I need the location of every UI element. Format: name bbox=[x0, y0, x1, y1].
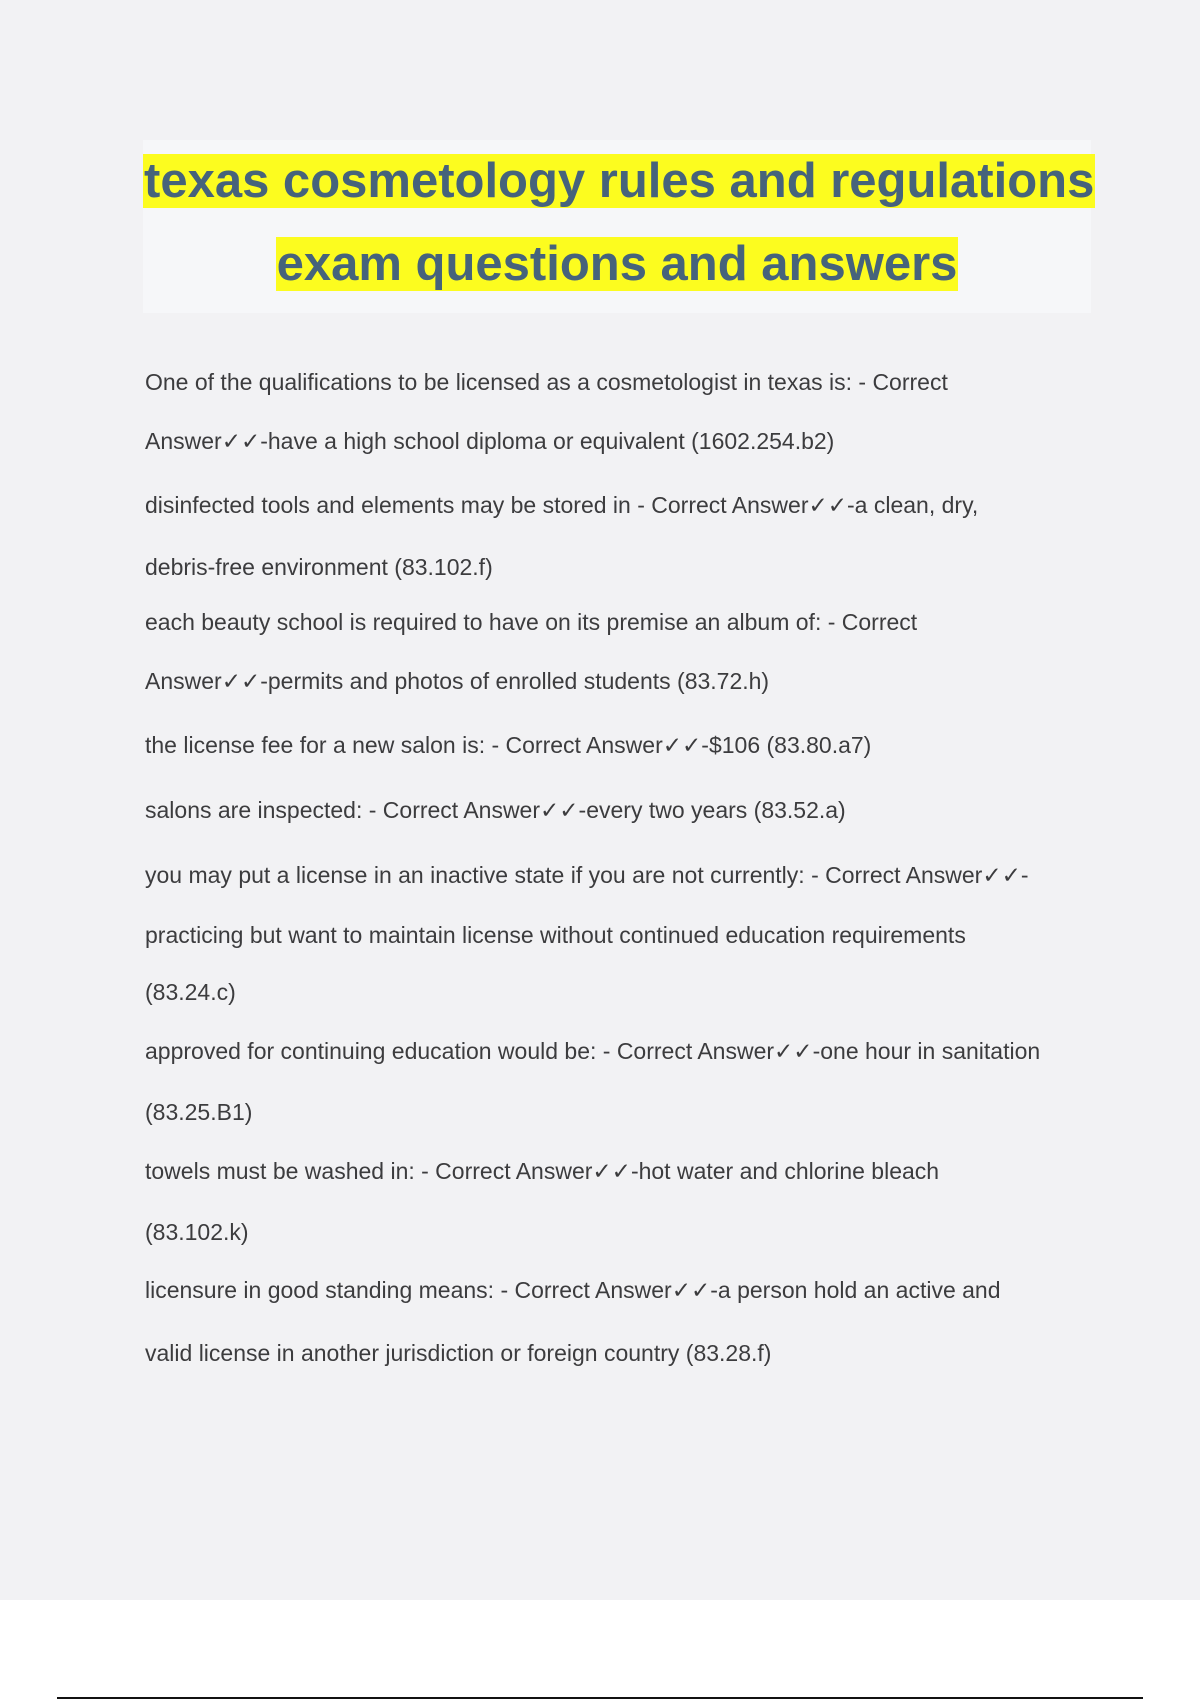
document-title bbox=[143, 140, 1095, 313]
qa-line: you may put a license in an inactive state if you are not currently: - Correct Answer✓✓- bbox=[145, 862, 1029, 888]
qa-line: practicing but want to maintain license without continued education requirements bbox=[145, 922, 966, 948]
qa-line: disinfected tools and elements may be stored in - Correct Answer✓✓-a clean, dry, bbox=[145, 492, 979, 518]
footer-divider bbox=[57, 1697, 1143, 1699]
qa-line: (83.25.B1) bbox=[145, 1099, 253, 1125]
qa-line: approved for continuing education would be: - Correct Answer✓✓-one hour in sanitation bbox=[145, 1038, 1041, 1064]
qa-line: licensure in good standing means: - Correct Answer✓✓-a person hold an active and bbox=[145, 1277, 1001, 1303]
qa-line: valid license in another jurisdiction or foreign country (83.28.f) bbox=[145, 1340, 772, 1366]
qa-line: (83.24.c) bbox=[145, 979, 236, 1005]
qa-line: debris-free environment (83.102.f) bbox=[145, 554, 493, 580]
qa-line: One of the qualifications to be licensed as a cosmetologist in texas is: - Correct bbox=[145, 369, 948, 395]
title-line-2: exam questions and answers bbox=[276, 237, 958, 291]
qa-line: the license fee for a new salon is: - Correct Answer✓✓-$106 (83.80.a7) bbox=[145, 732, 872, 758]
qa-line: Answer✓✓-have a high school diploma or equivalent (1602.254.b2) bbox=[145, 428, 835, 454]
qa-line: salons are inspected: - Correct Answer✓✓-every two years (83.52.a) bbox=[145, 797, 846, 823]
qa-line: Answer✓✓-permits and photos of enrolled students (83.72.h) bbox=[145, 668, 770, 694]
qa-line: towels must be washed in: - Correct Answer✓✓-hot water and chlorine bleach bbox=[145, 1158, 940, 1184]
qa-line: each beauty school is required to have on its premise an album of: - Correct bbox=[145, 609, 918, 635]
qa-line: (83.102.k) bbox=[145, 1219, 249, 1245]
title-line-1: texas cosmetology rules and regulations bbox=[144, 154, 1095, 208]
